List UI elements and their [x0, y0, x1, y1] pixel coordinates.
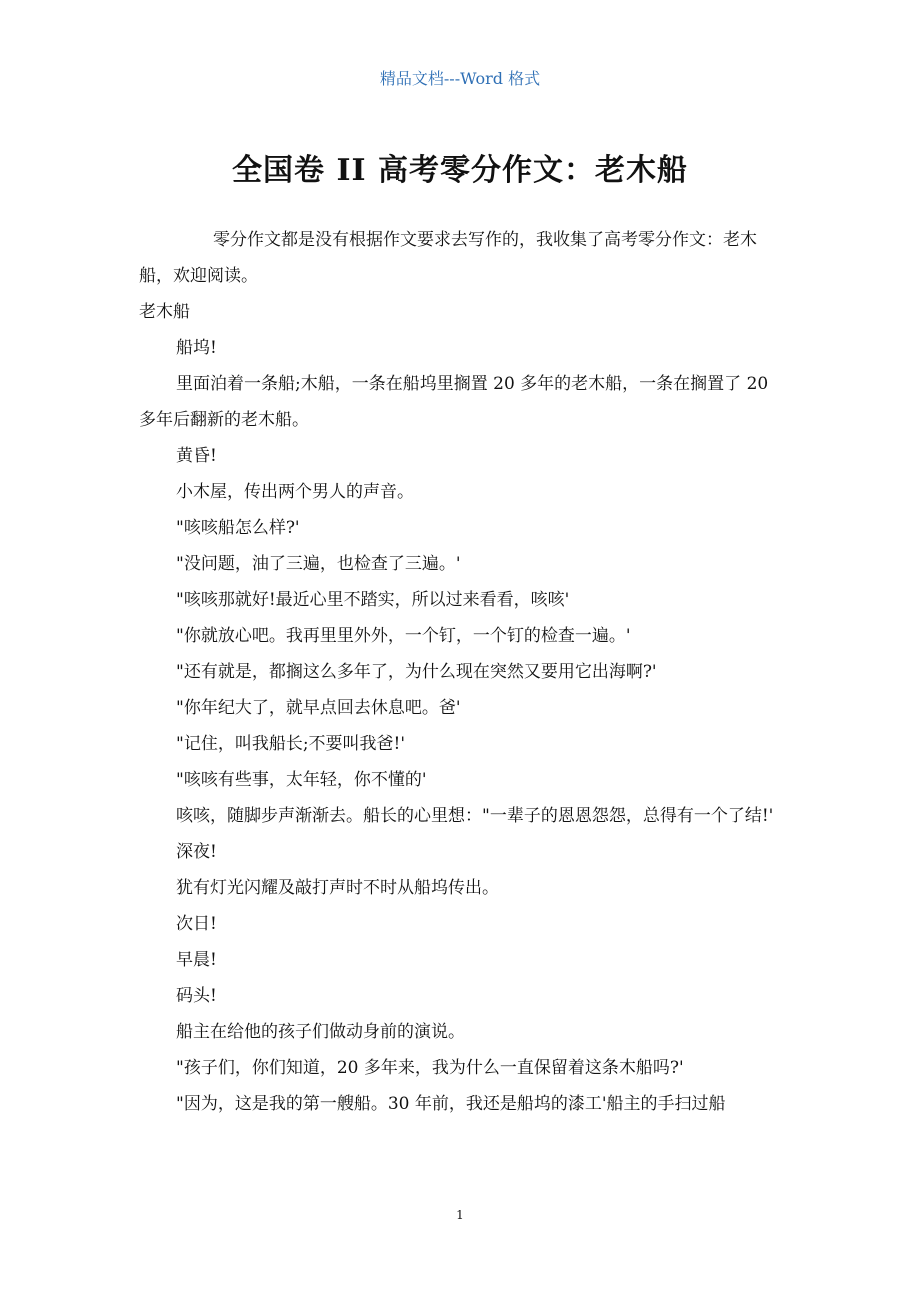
paragraph: "因为，这是我的第一艘船。30 年前，我还是船坞的漆工'船主的手扫过船 — [176, 1094, 726, 1114]
document-body — [139, 222, 781, 1122]
document-header: 精品文档---Word 格式 — [379, 69, 541, 88]
page-number: 1 — [456, 1208, 464, 1222]
paragraph: 里面泊着一条船;木船，一条在船坞里搁置 20 多年的老木船，一条在搁置了 20 多年后翻新的老木船。 — [139, 374, 769, 430]
paragraph: 次日! — [176, 914, 217, 934]
paragraph: "还有就是，都搁这么多年了，为什么现在突然又要用它出海啊?' — [176, 662, 657, 682]
paragraph: "咳咳那就好!最近心里不踏实，所以过来看看，咳咳' — [176, 590, 570, 610]
paragraph: "咳咳有些事，太年轻，你不懂的' — [176, 770, 427, 790]
paragraph: 咳咳，随脚步声渐渐去。船长的心里想："一辈子的恩恩怨怨，总得有一个了结!' — [176, 806, 774, 826]
section-heading: 老木船 — [139, 302, 190, 322]
paragraph: "你年纪大了，就早点回去休息吧。爸' — [176, 698, 461, 718]
paragraph: "没问题，油了三遍，也检查了三遍。' — [176, 554, 461, 574]
paragraph: 船坞! — [176, 338, 217, 358]
paragraph: 小木屋，传出两个男人的声音。 — [176, 482, 414, 502]
paragraph: "孩子们，你们知道，20 多年来，我为什么一直保留着这条木船吗?' — [176, 1058, 684, 1078]
paragraph: "记住，叫我船长;不要叫我爸!' — [176, 734, 406, 754]
paragraph: 早晨! — [176, 950, 217, 970]
paragraph: "咳咳船怎么样?' — [176, 518, 300, 538]
document-title: 全国卷 II 高考零分作文：老木船 — [232, 153, 688, 188]
paragraph: 船主在给他的孩子们做动身前的演说。 — [176, 1022, 465, 1042]
paragraph: "你就放心吧。我再里里外外，一个钉，一个钉的检查一遍。' — [176, 626, 631, 646]
paragraph: 深夜! — [176, 842, 217, 862]
paragraph: 黄昏! — [176, 446, 217, 466]
intro-paragraph: 零分作文都是没有根据作文要求去写作的，我收集了高考零分作文：老木船，欢迎阅读。 — [139, 230, 757, 286]
paragraph: 犹有灯光闪耀及敲打声时不时从船坞传出。 — [176, 878, 499, 898]
paragraph: 码头! — [176, 986, 217, 1006]
